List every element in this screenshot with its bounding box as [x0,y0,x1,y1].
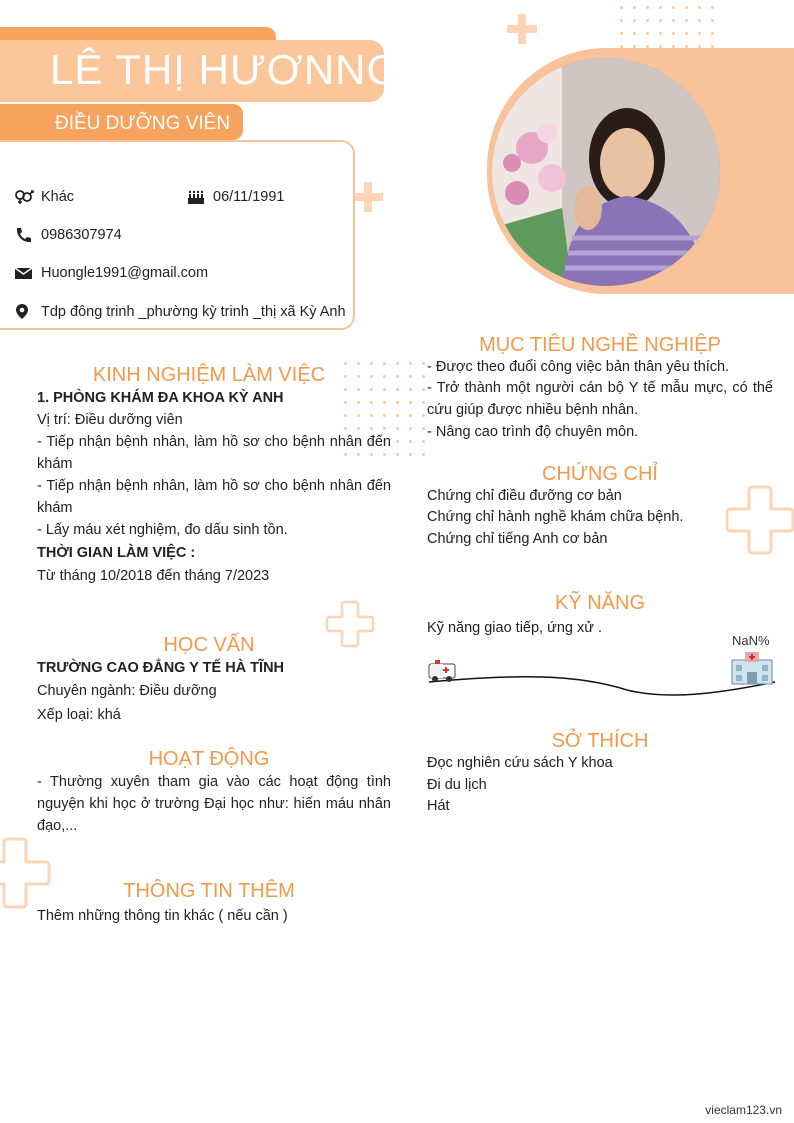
profile-photo [492,58,720,286]
objective-item: - Được theo đuổi công việc bản thân yêu thích. [427,359,730,375]
education-section-title: HỌC VẤN [163,634,255,656]
gender-row [14,189,74,205]
location-pin-icon [14,303,34,321]
plus-decoration-icon [505,12,539,46]
experience-duty: - Lấy máu xét nghiệm, đo dấu sinh tồn. [37,522,288,538]
certificates-section-title: CHỨNG CHỈ [542,463,658,485]
email-icon [14,265,34,281]
work-time-value: Từ tháng 10/2018 đến tháng 7/2023 [37,568,270,584]
certificate-item: Chứng chỉ hành nghề khám chữa bệnh. [427,509,684,525]
birthday-row [186,189,285,205]
extra-info-section-title: THÔNG TIN THÊM [123,880,295,902]
gender-icon [14,189,34,205]
objective-item: - Nâng cao trình độ chuyên môn. [427,424,639,440]
experience-section-title: KINH NGHIỆM LÀM VIỆC [92,364,326,386]
certificate-item: Chứng chỉ điều đưỡng cơ bản [427,488,622,504]
education-grade: Xếp loại: khá [37,707,121,723]
activities-text: - Thường xuyên tham gia vào các hoạt động tình nguyện khi học ở trường Đại học như: hiến máu nhân đạo,... [37,774,391,834]
phone-value: 0986307974 [41,227,122,243]
gender-value: Khác [41,189,75,205]
extra-info-text: Thêm những thông tin khác ( nếu cần ) [37,908,288,924]
skill-progress-track [427,652,777,702]
experience-position: Vị trí: Điều dưỡng viên [37,412,183,428]
certificate-item: Chứng chỉ tiếng Anh cơ bản [427,531,608,547]
hobby-item: Hát [427,798,450,814]
email-value: Huongle1991@gmail.com [41,265,209,281]
ambulance-icon [429,660,455,682]
education-school: TRƯỜNG CAO ĐẲNG Y TẾ HÀ TĨNH [37,660,285,676]
experience-duty: - Tiếp nhận bệnh nhân, làm hồ sơ cho bệnh nhân đến khám [37,434,391,472]
plus-decoration-icon [351,180,385,214]
work-time-label: THỜI GIAN LÀM VIỆC : [37,545,196,561]
candidate-name: LÊ THỊ HƯƠNNG [50,46,401,93]
email-row [14,265,208,281]
objective-section-title: MỤC TIÊU NGHỀ NGHIỆP [479,334,721,356]
phone-row [14,227,122,243]
objective-item: - Trở thành một người cán bộ Y tế mẫu mực, có thể cứu giúp được nhiều bệnh nhân. [427,380,773,418]
skill-item: Kỹ năng giao tiếp, ứng xử . [427,620,602,636]
footer-brand: vieclam123.vn [705,1103,782,1117]
hobby-item: Đi du lịch [427,777,487,793]
address-row [14,303,346,321]
hospital-icon [732,652,772,684]
education-major: Chuyên ngành: Điều dưỡng [37,683,217,699]
experience-company: 1. PHÒNG KHÁM ĐA KHOA KỲ ANH [37,390,284,406]
birthday-cake-icon [186,189,206,205]
job-title: ĐIỀU DƯỠNG VIÊN [55,113,231,134]
experience-duty: - Tiếp nhận bệnh nhân, làm hồ sơ cho bệnh nhân đến khám [37,478,391,516]
skills-section-title: KỸ NĂNG [554,592,646,614]
skill-percent-label: NaN% [732,633,770,648]
address-value: Tdp đông trinh _phường kỳ trinh _thị xã Kỳ Anh [41,304,346,320]
hobby-item: Đọc nghiên cứu sách Y khoa [427,755,613,771]
activities-section-title: HOẠT ĐỘNG [148,748,270,770]
birthday-value: 06/11/1991 [213,189,285,205]
phone-icon [14,227,34,243]
hobbies-section-title: SỞ THÍCH [551,730,649,752]
dots-decoration [620,6,720,50]
